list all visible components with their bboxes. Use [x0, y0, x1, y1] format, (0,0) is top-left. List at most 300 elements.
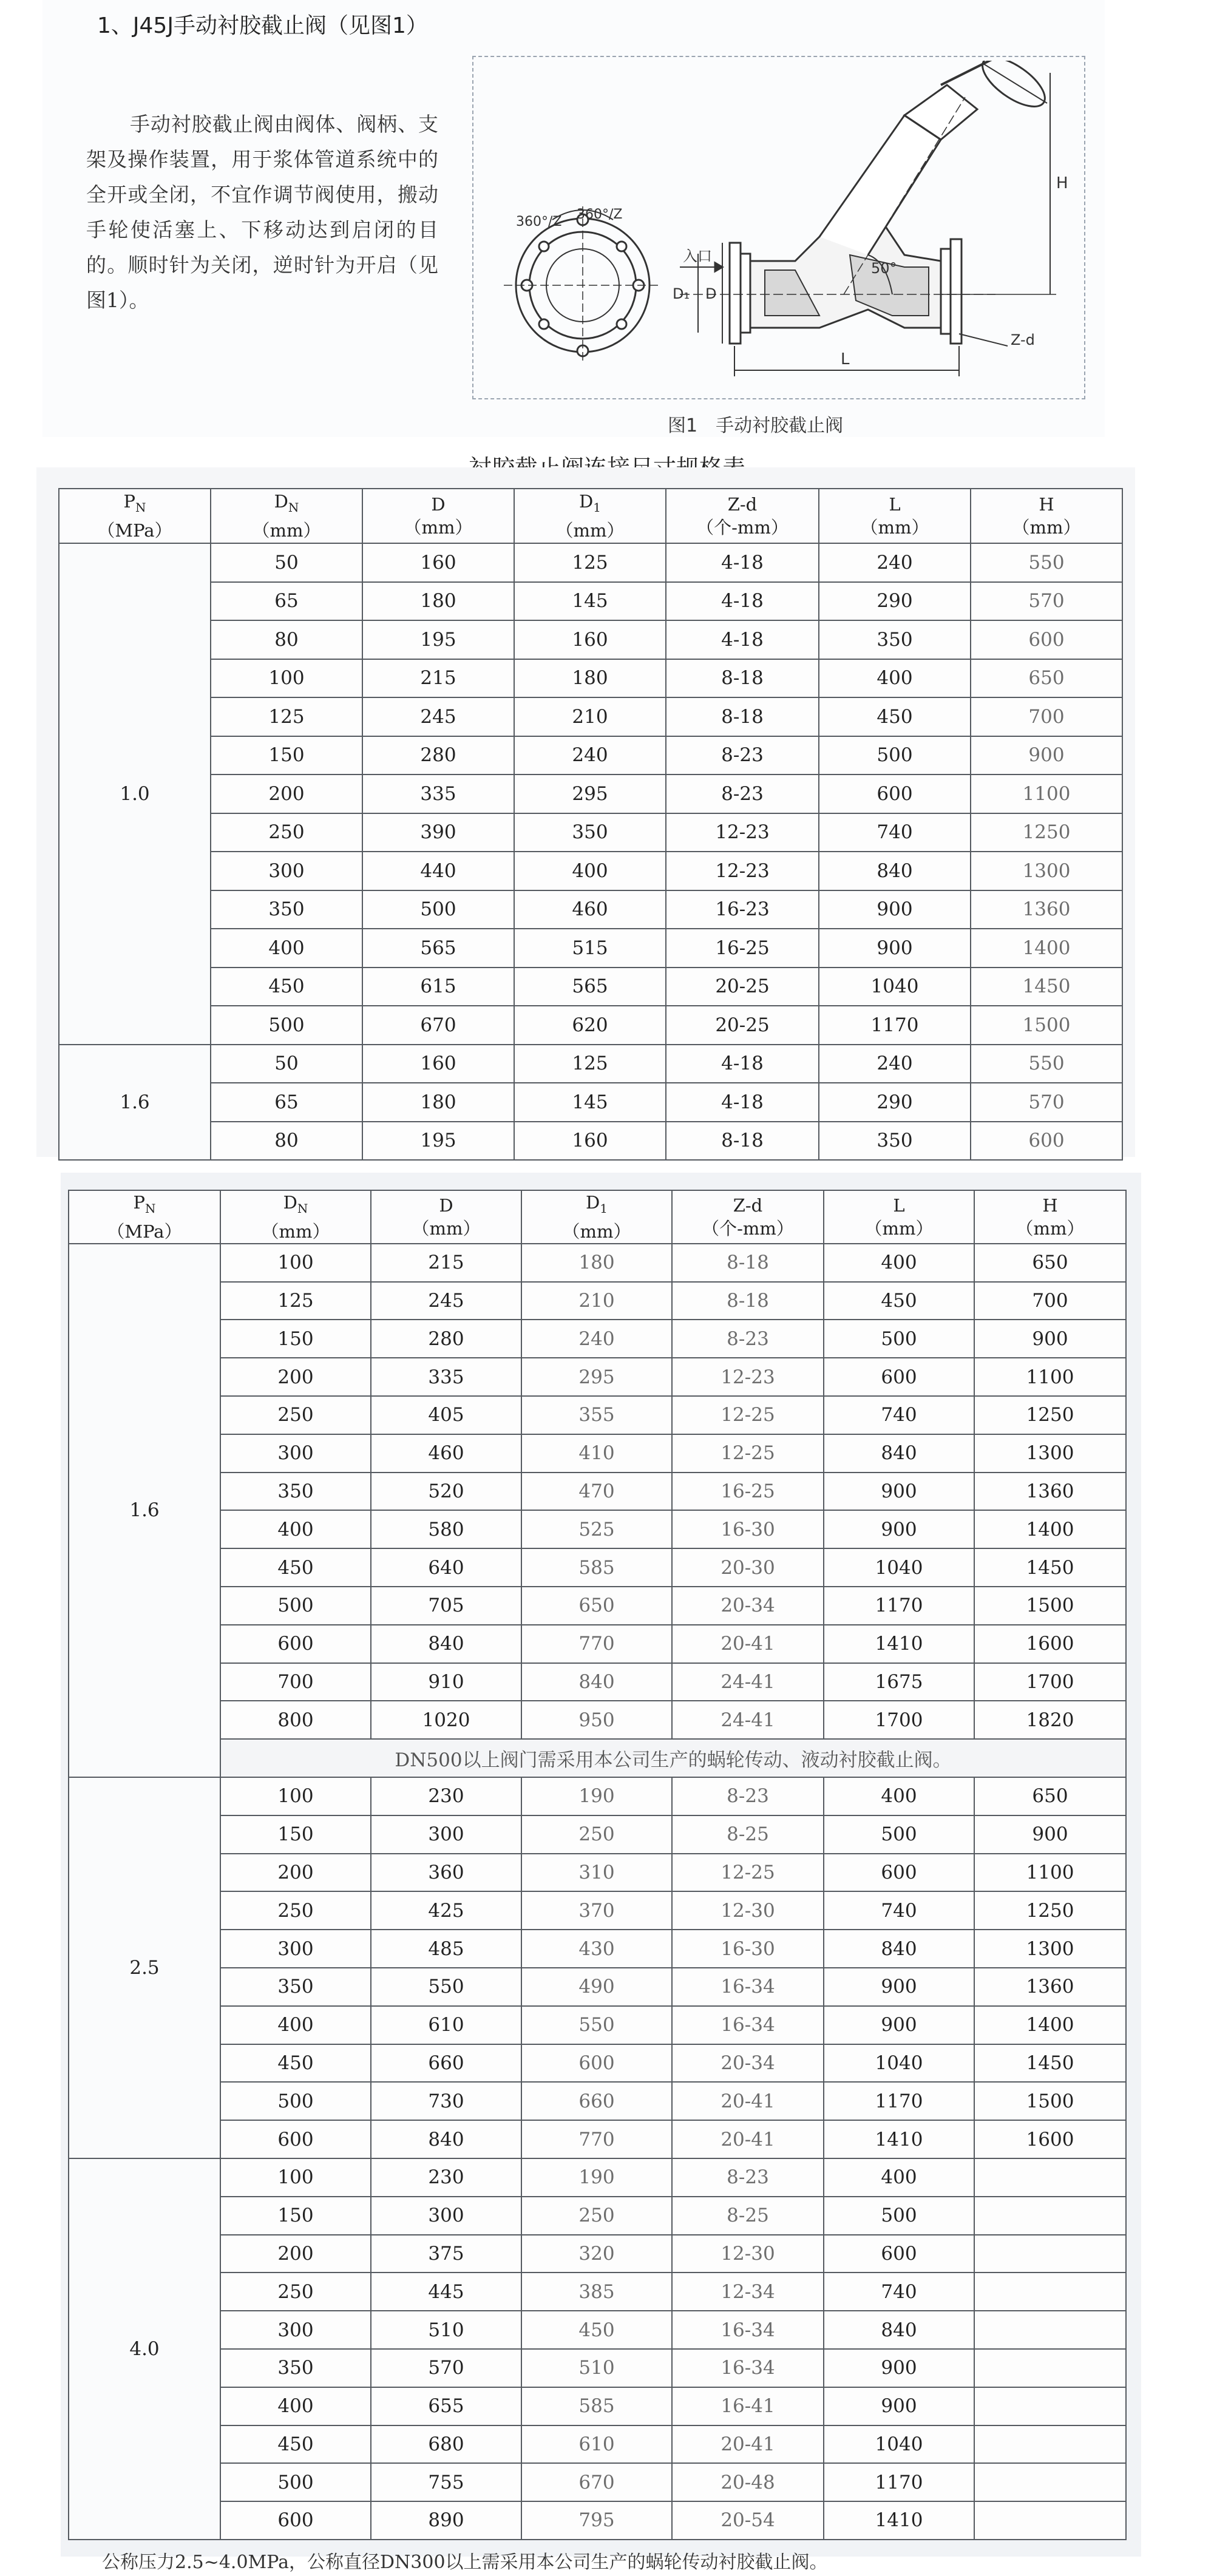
table-row: [69, 1510, 1126, 1548]
column-header: [69, 1190, 220, 1244]
bolt-angle-label-b: 360°/Z: [577, 207, 623, 222]
table-cell: 770: [521, 2120, 672, 2158]
table-cell: 290: [819, 1083, 971, 1122]
table-cell: 580: [371, 1510, 521, 1548]
table-cell: 900: [971, 736, 1122, 775]
table-cell: [974, 2349, 1126, 2387]
table-cell: 1020: [371, 1701, 521, 1739]
table-cell: 450: [819, 697, 971, 736]
table-cell: 12-30: [672, 1891, 824, 1930]
column-symbol: L: [893, 1195, 905, 1216]
table-cell: 295: [521, 1358, 672, 1396]
table-cell: 125: [211, 697, 362, 736]
table-row: [59, 968, 1122, 1006]
table-row: [69, 2235, 1126, 2273]
table-cell: 405: [371, 1396, 521, 1434]
table-row: [69, 2006, 1126, 2044]
table-cell: 400: [211, 929, 362, 968]
table-row: [69, 2044, 1126, 2083]
table-cell: 65: [211, 1083, 362, 1122]
table-cell: 500: [362, 890, 514, 929]
table-cell: 840: [371, 2120, 521, 2158]
table-cell: 740: [819, 813, 971, 852]
table-row: [69, 1777, 1126, 1815]
table-cell: 1400: [974, 2006, 1126, 2044]
table-cell: 400: [514, 852, 666, 890]
dim-D-label: D: [705, 285, 717, 302]
table-cell: 680: [371, 2425, 521, 2464]
table-cell: 840: [824, 2311, 974, 2349]
table-cell: 1700: [974, 1663, 1126, 1701]
bolt-angle-label-a: 360°/Z: [516, 214, 562, 229]
table-row: [59, 736, 1122, 775]
table-cell: 400: [819, 659, 971, 698]
table-note-row: [69, 1739, 1126, 1777]
table-row: [69, 1930, 1126, 1968]
table-cell: 150: [220, 2197, 371, 2235]
table-cell: 355: [521, 1396, 672, 1434]
table-cell: [974, 2463, 1126, 2501]
table-cell: [974, 2501, 1126, 2540]
table-row: [69, 1701, 1126, 1739]
table-cell: 440: [362, 852, 514, 890]
table-cell: [974, 2235, 1126, 2273]
dim-zd-label: Z-d: [1011, 331, 1035, 348]
table-row: [69, 1282, 1126, 1320]
table-cell: 50: [211, 543, 362, 582]
table-cell: 460: [371, 1434, 521, 1473]
table-cell: 16-30: [672, 1930, 824, 1968]
table-cell: 350: [220, 2349, 371, 2387]
table-cell: 500: [819, 736, 971, 775]
table-cell: 370: [521, 1891, 672, 1930]
column-unit: （个-mm）: [696, 517, 788, 538]
table-cell: 190: [521, 2158, 672, 2197]
table-cell: [974, 2197, 1126, 2235]
table-cell: 150: [211, 736, 362, 775]
table-cell: 320: [521, 2235, 672, 2273]
table-cell: 8-23: [666, 736, 819, 775]
table-cell: 1410: [824, 2501, 974, 2540]
table-cell: 190: [521, 1777, 672, 1815]
table-cell: 8-23: [672, 1777, 824, 1815]
table-cell: 600: [824, 1854, 974, 1892]
spec-table-1: [58, 488, 1123, 1161]
column-subscript: 1: [600, 1201, 608, 1216]
table-cell: 900: [974, 1320, 1126, 1358]
table-cell: 650: [974, 1777, 1126, 1815]
table-cell: 485: [371, 1930, 521, 1968]
table-cell: 460: [514, 890, 666, 929]
table-header-row: [59, 489, 1122, 543]
table-cell: 12-30: [672, 2235, 824, 2273]
table-cell: 470: [521, 1473, 672, 1511]
table-cell: 150: [220, 1815, 371, 1854]
table-cell: 230: [371, 1777, 521, 1815]
table-cell: 180: [521, 1244, 672, 1282]
table-cell: 900: [824, 1510, 974, 1548]
table-cell: 755: [371, 2463, 521, 2501]
table-cell: 80: [211, 1122, 362, 1161]
table-cell: 360: [371, 1854, 521, 1892]
table-cell: 400: [220, 2006, 371, 2044]
table-cell: 1170: [819, 1006, 971, 1045]
table-cell: 20-41: [672, 2082, 824, 2120]
table-cell: 310: [521, 1854, 672, 1892]
table-cell: 160: [362, 1045, 514, 1083]
table-cell: 1410: [824, 2120, 974, 2158]
table-cell: 100: [220, 2158, 371, 2197]
column-header: [521, 1190, 672, 1244]
table-cell: 670: [521, 2463, 672, 2501]
table-cell: 1250: [971, 813, 1122, 852]
table-row: [59, 813, 1122, 852]
table-cell: 16-34: [672, 2311, 824, 2349]
table-cell: 125: [514, 543, 666, 582]
table-cell: 1450: [971, 968, 1122, 1006]
table-cell: 565: [514, 968, 666, 1006]
table-cell: 20-48: [672, 2463, 824, 2501]
table-cell: 180: [362, 1083, 514, 1122]
table-cell: 1500: [974, 1587, 1126, 1625]
table-cell: 900: [819, 929, 971, 968]
table-cell: 670: [362, 1006, 514, 1045]
angle-label: 50°: [871, 260, 897, 277]
table-cell: 4-18: [666, 543, 819, 582]
table-row: [69, 1320, 1126, 1358]
table-cell: 350: [819, 620, 971, 659]
table-cell: 8-18: [666, 1122, 819, 1161]
table-cell: 385: [521, 2273, 672, 2311]
dim-H-label: H: [1056, 174, 1068, 192]
table-row: [69, 1548, 1126, 1587]
column-symbol: D: [439, 1195, 453, 1216]
column-header: [371, 1190, 521, 1244]
table-row: [69, 2273, 1126, 2311]
table-cell: 240: [819, 543, 971, 582]
column-unit: （mm）: [404, 517, 473, 538]
table-cell: 240: [514, 736, 666, 775]
table-cell: 1360: [974, 1473, 1126, 1511]
table-row: [69, 1854, 1126, 1892]
table-cell: 20-25: [666, 968, 819, 1006]
table-cell: [974, 2387, 1126, 2425]
table-cell: 1400: [974, 1510, 1126, 1548]
column-header: [514, 489, 666, 543]
table-cell: 300: [371, 1815, 521, 1854]
table-cell: 500: [220, 1587, 371, 1625]
column-unit: （mm）: [860, 517, 929, 538]
table-cell: 600: [824, 2235, 974, 2273]
table-note: DN500以上阀门需采用本公司生产的蜗轮传动、液动衬胶截止阀。: [220, 1739, 1126, 1777]
table-cell: 1600: [974, 1625, 1126, 1663]
table-cell: 950: [521, 1701, 672, 1739]
table-cell: 375: [371, 2235, 521, 2273]
table-cell: 12-25: [672, 1854, 824, 1892]
table-cell: 1300: [971, 852, 1122, 890]
table-cell: 400: [824, 1244, 974, 1282]
column-header: [824, 1190, 974, 1244]
table-cell: 4-18: [666, 1083, 819, 1122]
description-text: 手动衬胶截止阀由阀体、阀柄、支架及操作装置，用于浆体管道系统中的全开或全闭，不宜作调节阀使用，搬动手轮使活塞上、下移动达到启闭的目的。顺时针为关闭，逆时针为开启（见图1）。: [86, 112, 438, 312]
table-cell: 500: [824, 1815, 974, 1854]
table-cell: 350: [220, 1473, 371, 1511]
table-cell: 1300: [974, 1434, 1126, 1473]
table-cell: 600: [521, 2044, 672, 2083]
column-unit: （mm）: [864, 1218, 934, 1239]
table-cell: 800: [220, 1701, 371, 1739]
table-cell: 550: [971, 543, 1122, 582]
table-cell: 1100: [971, 774, 1122, 813]
column-unit: （mm）: [261, 1221, 330, 1242]
table-cell: 125: [220, 1282, 371, 1320]
column-header: [362, 489, 514, 543]
table-cell: 195: [362, 1122, 514, 1161]
table-cell: 1450: [974, 2044, 1126, 2083]
table-cell: 770: [521, 1625, 672, 1663]
column-unit: （mm）: [412, 1218, 481, 1239]
column-subscript: N: [297, 1201, 308, 1216]
table-cell: [974, 2158, 1126, 2197]
table-cell: 390: [362, 813, 514, 852]
table-cell: 125: [514, 1045, 666, 1083]
column-unit: （个-mm）: [702, 1218, 794, 1239]
table-cell: 180: [362, 582, 514, 621]
table-cell: 12-25: [672, 1434, 824, 1473]
table-cell: 1450: [974, 1548, 1126, 1587]
table-cell: 250: [220, 2273, 371, 2311]
table-cell: 240: [521, 1320, 672, 1358]
table-cell: 900: [824, 2006, 974, 2044]
table-cell: 250: [220, 1891, 371, 1930]
table-cell: 4-18: [666, 620, 819, 659]
table-cell: 650: [974, 1244, 1126, 1282]
table-cell: 570: [971, 582, 1122, 621]
table-cell: 445: [371, 2273, 521, 2311]
table-cell: 1250: [974, 1891, 1126, 1930]
table-cell: 650: [521, 1587, 672, 1625]
table-cell: 520: [371, 1473, 521, 1511]
table-cell: 20-30: [672, 1548, 824, 1587]
table-row: [59, 1083, 1122, 1122]
table-cell: 610: [371, 2006, 521, 2044]
table-cell: 700: [974, 1282, 1126, 1320]
table-cell: 20-41: [672, 2425, 824, 2464]
column-unit: （MPa）: [107, 1221, 182, 1242]
table-cell: 295: [514, 774, 666, 813]
column-header: [59, 489, 211, 543]
table-row: [69, 1434, 1126, 1473]
column-unit: （mm）: [1012, 517, 1081, 538]
table-cell: 350: [514, 813, 666, 852]
table-cell: 425: [371, 1891, 521, 1930]
table-cell: 740: [824, 1396, 974, 1434]
table-cell: 900: [824, 1473, 974, 1511]
table-cell: 200: [220, 1358, 371, 1396]
table-cell: 840: [819, 852, 971, 890]
table-cell: 400: [824, 2158, 974, 2197]
table-row: [69, 1891, 1126, 1930]
column-symbol: Z-d: [733, 1195, 763, 1216]
table-row: [69, 1587, 1126, 1625]
table-cell: 300: [220, 1930, 371, 1968]
table-cell: 600: [220, 2501, 371, 2540]
table-cell: 20-25: [666, 1006, 819, 1045]
table-cell: 200: [220, 1854, 371, 1892]
table-row: [59, 929, 1122, 968]
table-cell: 16-41: [672, 2387, 824, 2425]
inlet-label: 入口: [683, 248, 712, 265]
table-cell: 900: [824, 2349, 974, 2387]
column-subscript: N: [288, 500, 299, 515]
column-symbol: Z-d: [727, 494, 758, 515]
table-row: [59, 890, 1122, 929]
table-cell: 24-41: [672, 1701, 824, 1739]
table-cell: 65: [211, 582, 362, 621]
table-cell: 180: [514, 659, 666, 698]
table-cell: 620: [514, 1006, 666, 1045]
table-cell: 565: [362, 929, 514, 968]
table-cell: 290: [819, 582, 971, 621]
table-cell: 660: [521, 2082, 672, 2120]
table-cell: 100: [220, 1244, 371, 1282]
table-cell: 245: [371, 1282, 521, 1320]
table-cell: 8-25: [672, 1815, 824, 1854]
table-cell: 500: [824, 1320, 974, 1358]
table-cell: 640: [371, 1548, 521, 1587]
column-unit: （mm）: [252, 520, 321, 541]
table-row: [69, 2425, 1126, 2464]
table-row: [59, 1006, 1122, 1045]
column-unit: （mm）: [562, 1221, 631, 1242]
table-cell: 250: [220, 1396, 371, 1434]
table-cell: 4-18: [666, 582, 819, 621]
table-cell: 8-18: [666, 697, 819, 736]
table-cell: 450: [824, 1282, 974, 1320]
column-header: [974, 1190, 1126, 1244]
table-cell: [974, 2311, 1126, 2349]
flange-end-view: [504, 206, 662, 364]
table-cell: 600: [819, 774, 971, 813]
table-cell: 20-34: [672, 1587, 824, 1625]
table-cell: 1410: [824, 1625, 974, 1663]
table-cell: 900: [819, 890, 971, 929]
pressure-cell: 1.6: [69, 1244, 220, 1777]
table-cell: 525: [521, 1510, 672, 1548]
table-cell: 570: [971, 1083, 1122, 1122]
table-cell: 12-34: [672, 2273, 824, 2311]
table-row: [69, 1663, 1126, 1701]
table-cell: 430: [521, 1930, 672, 1968]
table-cell: 840: [371, 1625, 521, 1663]
table-cell: 200: [220, 2235, 371, 2273]
table-cell: 230: [371, 2158, 521, 2197]
table-cell: 650: [971, 659, 1122, 698]
table-cell: 210: [521, 1282, 672, 1320]
column-header: [211, 489, 362, 543]
table-cell: [974, 2273, 1126, 2311]
table-cell: 550: [371, 1968, 521, 2006]
table-cell: 250: [211, 813, 362, 852]
table-row: [69, 2158, 1126, 2197]
table-cell: 215: [362, 659, 514, 698]
column-subscript: 1: [593, 500, 601, 515]
table-cell: 740: [824, 1891, 974, 1930]
table-cell: 1170: [824, 2463, 974, 2501]
table-row: [59, 1122, 1122, 1161]
table-cell: 250: [521, 2197, 672, 2235]
table-cell: 100: [211, 659, 362, 698]
table-cell: 900: [974, 1815, 1126, 1854]
table-cell: 280: [371, 1320, 521, 1358]
table-row: [69, 2311, 1126, 2349]
dim-L-label: L: [841, 350, 850, 368]
column-header: [819, 489, 971, 543]
table-cell: 300: [220, 2311, 371, 2349]
table-cell: 1400: [971, 929, 1122, 968]
table-cell: 145: [514, 1083, 666, 1122]
table-row: [69, 1473, 1126, 1511]
table-cell: 1170: [824, 1587, 974, 1625]
table-cell: 160: [362, 543, 514, 582]
table-cell: 1700: [824, 1701, 974, 1739]
table-cell: 1360: [974, 1968, 1126, 2006]
table-cell: 500: [824, 2197, 974, 2235]
table-cell: 570: [371, 2349, 521, 2387]
table-cell: 8-25: [672, 2197, 824, 2235]
table-row: [69, 1968, 1126, 2006]
table-cell: 300: [220, 1434, 371, 1473]
table-cell: 400: [220, 1510, 371, 1548]
table-cell: 20-54: [672, 2501, 824, 2540]
table-cell: 600: [824, 1358, 974, 1396]
table-cell: 215: [371, 1244, 521, 1282]
table-cell: 12-25: [672, 1396, 824, 1434]
table-cell: 245: [362, 697, 514, 736]
table-cell: 515: [514, 929, 666, 968]
table-cell: 1040: [824, 2425, 974, 2464]
table-cell: 80: [211, 620, 362, 659]
table-row: [69, 2349, 1126, 2387]
table-row: [69, 1396, 1126, 1434]
table-cell: 160: [514, 1122, 666, 1161]
table-row: [69, 1358, 1126, 1396]
table-cell: 4-18: [666, 1045, 819, 1083]
column-symbol: D: [579, 491, 594, 512]
table-cell: 410: [521, 1434, 672, 1473]
table-cell: 8-23: [672, 2158, 824, 2197]
table-cell: 200: [211, 774, 362, 813]
table-cell: 1600: [974, 2120, 1126, 2158]
table-cell: 655: [371, 2387, 521, 2425]
table-cell: 705: [371, 1587, 521, 1625]
table-cell: 335: [371, 1358, 521, 1396]
table-row: [59, 1045, 1122, 1083]
table-cell: 450: [521, 2311, 672, 2349]
spec-table-2: [68, 1190, 1127, 2540]
table-cell: 450: [220, 2044, 371, 2083]
table-cell: 500: [220, 2082, 371, 2120]
pressure-cell: 1.6: [59, 1045, 211, 1161]
dim-D1-label: D₁: [673, 285, 690, 302]
section-heading: 1、J45J手动衬胶截止阀（见图1）: [97, 13, 428, 38]
table-row: [59, 697, 1122, 736]
table-cell: 840: [521, 1663, 672, 1701]
table-cell: 12-23: [672, 1358, 824, 1396]
table-cell: 510: [521, 2349, 672, 2387]
table-cell: 350: [220, 1968, 371, 2006]
table-cell: 510: [371, 2311, 521, 2349]
